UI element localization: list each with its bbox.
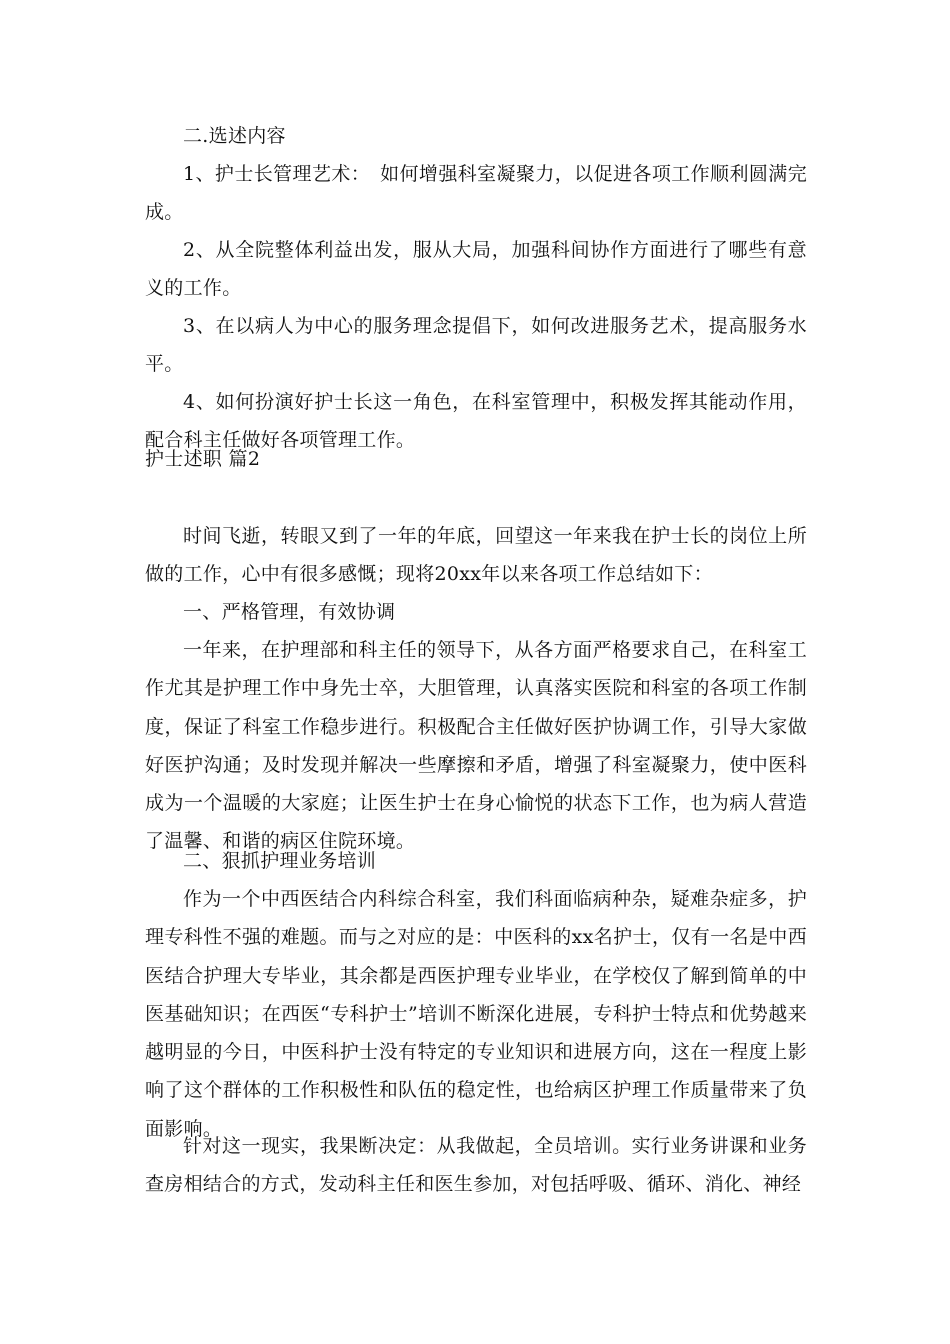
list-item: 4、如何扮演好护士长这一角色，在科室管理中，积极发挥其能动作用，配合科主任做好各项管理工作。: [145, 391, 807, 452]
subheading-strict-management: 一、严格管理，有效协调: [183, 601, 396, 623]
list-item: 1、护士长管理艺术： 如何增强科室凝聚力，以促进各项工作顺利圆满完成。: [145, 163, 807, 224]
section-heading-selected-content: 二.选述内容: [183, 125, 286, 147]
intro-paragraph: 时间飞逝，转眼又到了一年的年底，回望这一年来我在护士长的岗位上所做的工作，心中有很多感慨；现将20xx年以来各项工作总结如下：: [145, 525, 807, 586]
body-paragraph: 针对这一现实，我果断决定：从我做起，全员培训。实行业务讲课和业务查房相结合的方式，发动科主任和医生参加，对包括呼吸、循环、消化、神经: [145, 1135, 807, 1196]
list-item: 2、从全院整体利益出发，服从大局，加强科间协作方面进行了哪些有意义的工作。: [145, 239, 807, 300]
body-paragraph: 一年来，在护理部和科主任的领导下，从各方面严格要求自己，在科室工作尤其是护理工作中身先士卒，大胆管理，认真落实医院和科室的各项工作制度，保证了科室工作稳步进行。积极配合主任做好医护协调工作，引导大家做好医护沟通；及时发现并解决一些摩擦和矛盾，增强了科室凝聚力，使中医科成为一个温暖的大家庭；让医生护士在身心愉悦的状态下工作，也为病人营造了温馨、和谐的病区住院环境。: [145, 639, 807, 853]
list-item: 3、在以病人为中心的服务理念提倡下，如何改进服务艺术，提高服务水平。: [145, 315, 807, 376]
subheading-training: 二、狠抓护理业务培训: [183, 850, 377, 872]
body-paragraph: 作为一个中西医结合内科综合科室，我们科面临病种杂，疑难杂症多，护理专科性不强的难题。而与之对应的是：中医科的xx名护士，仅有一名是中西医结合护理大专毕业，其余都是西医护理专业毕业，在学校仅了解到简单的中医基础知识；在西医“专科护士”培训不断深化进展，专科护士特点和优势越来越明显的今日，中医科护士没有特定的专业知识和进展方向，这在一程度上影响了这个群体的工作积极性和队伍的稳定性，也给病区护理工作质量带来了负面影响。: [145, 888, 807, 1140]
article-title: 护士述职 篇2: [145, 448, 261, 470]
